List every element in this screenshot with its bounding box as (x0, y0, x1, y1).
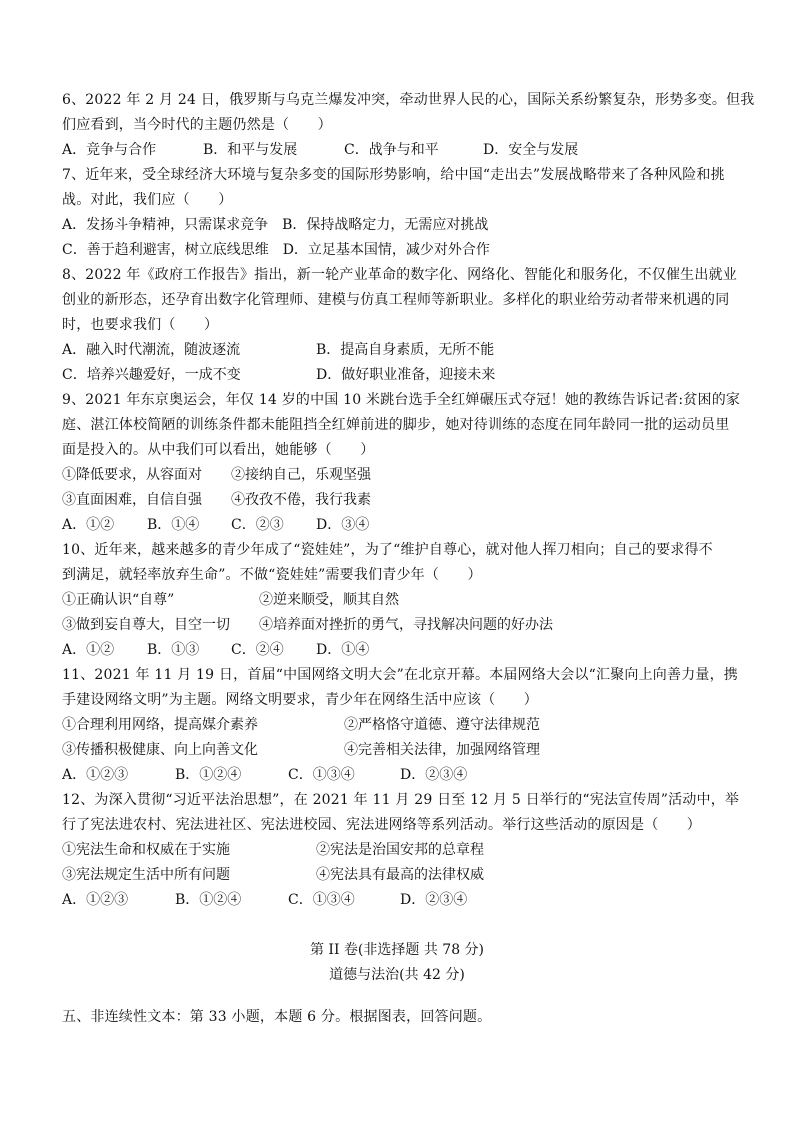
q12-stem-line1: 12、为深入贯彻“习近平法治思想”，在 2021 年 11 月 29 日至 12 月 5 日举行的“宪法宣传周”活动中，举 (62, 792, 740, 808)
q12-statement-2: ②宪法是治国安邦的总章程 (316, 842, 484, 858)
q6-stem-line2: 们应看到，当今时代的主题仍然是（ ） (62, 117, 332, 133)
q7-options-row2: C．善于趋利避害，树立底线思维 D．立足基本国情，减少对外合作 (62, 242, 490, 258)
q10-statement-3: ③做到妄自尊大，目空一切 (62, 617, 230, 633)
q11-statement-1: ①合理利用网络，提高媒介素养 (62, 717, 258, 733)
q8-stem-line3: 时，也要求我们（ ） (62, 317, 219, 333)
q9-option-b: B．①④ (147, 517, 200, 533)
q11-statement-2: ②严格恪守道德、遵守法律规范 (344, 717, 540, 733)
q10-option-b: B．①③ (147, 642, 200, 658)
q10-statement-1: ①正确认识“自尊” (62, 592, 175, 608)
q12-stem-line2: 行了宪法进农村、宪法进社区、宪法进校园、宪法进网络等系列活动。举行这些活动的原因是（ ） (62, 817, 701, 833)
q9-statement-1: ①降低要求，从容面对 (62, 467, 202, 483)
q11-stem-line2: 手建设网络文明”为主题。网络文明要求，青少年在网络生活中应该（ ） (62, 692, 538, 708)
q10-statement-4: ④培养面对挫折的勇气，寻找解决问题的好办法 (259, 617, 553, 633)
part5-instruction: 五、非连续性文本：第 33 小题，本题 6 分。根据图表，回答问题。 (62, 1009, 492, 1025)
q12-statement-3: ③宪法规定生活中所有问题 (62, 867, 230, 883)
q12-statement-4: ④宪法具有最高的法律权威 (316, 867, 484, 883)
q12-option-d: D．②③④ (400, 892, 468, 908)
q9-statement-2: ②接纳自己，乐观坚强 (231, 467, 371, 483)
q8-stem-line2: 创业的新形态，还孕育出数字化管理师、建模与仿真工程师等新职业。多样化的职业给劳动者带来机遇的同 (62, 292, 730, 308)
q10-option-c: C．②④ (231, 642, 284, 658)
q9-stem-line3: 面是投入的。从中我们可以看出，她能够（ ） (62, 442, 375, 458)
q11-option-b: B．①②④ (175, 767, 242, 783)
q12-option-a: A．①②③ (62, 892, 129, 908)
q11-statement-4: ④完善相关法律，加强网络管理 (344, 742, 540, 758)
q9-statement-4: ④孜孜不倦，我行我素 (231, 492, 371, 508)
q7-stem-line2: 战。对此，我们应（ ） (62, 192, 233, 208)
q12-statement-1: ①宪法生命和权威在于实施 (62, 842, 230, 858)
q12-option-c: C．①③④ (288, 892, 355, 908)
q6-option-b: B．和平与发展 (203, 142, 298, 158)
q11-stem-line1: 11、2021 年 11 月 19 日，首届“中国网络文明大会”在北京开幕。本届网络大会以“汇聚向上向善力量，携 (62, 667, 738, 683)
q7-options-row1: A．发扬斗争精神，只需谋求竞争 B．保持战略定力，无需应对挑战 (62, 217, 489, 233)
q10-statement-2: ②逆来顺受，顺其自然 (259, 592, 399, 608)
q11-option-c: C．①③④ (288, 767, 355, 783)
q12-option-b: B．①②④ (175, 892, 242, 908)
q10-stem-line2: 到满足，就轻率放弃生命”。不做“瓷娃娃”需要我们青少年（ ） (62, 567, 482, 583)
q6-stem-line1: 6、2022 年 2 月 24 日，俄罗斯与乌克兰爆发冲突，牵动世界人民的心，国际关系纷繁复杂，形势多变。但我 (62, 92, 755, 108)
q10-option-d: D．①④ (316, 642, 370, 658)
q9-statement-3: ③直面困难，自信自强 (62, 492, 202, 508)
q10-stem-line1: 10、近年来，越来越多的青少年成了“瓷娃娃”，为了“维护自尊心，就对他人挥刀相向；自己的要求得不 (62, 542, 713, 558)
section-subtitle: 道德与法治(共 42 分) (329, 967, 465, 983)
q11-option-a: A．①②③ (62, 767, 129, 783)
q6-option-c: C．战争与和平 (344, 142, 439, 158)
q9-option-c: C．②③ (231, 517, 284, 533)
q6-option-a: A．竞争与合作 (62, 142, 157, 158)
q9-option-a: A．①② (62, 517, 115, 533)
q11-statement-3: ③传播积极健康、向上向善文化 (62, 742, 258, 758)
q9-option-d: D．③④ (316, 517, 370, 533)
q8-option-d: D．做好职业准备，迎接未来 (316, 367, 496, 383)
q8-option-a: A．融入时代潮流，随波逐流 (62, 342, 241, 358)
q8-stem-line1: 8、2022 年《政府工作报告》指出，新一轮产业革命的数字化、网络化、智能化和服务化，不仅催生出就业 (62, 267, 737, 283)
q9-stem-line2: 庭、湛江体校简陋的训练条件都未能阻挡全红婵前进的脚步，她对待训练的态度在同年龄同一批的运动员里 (62, 417, 730, 433)
q11-option-d: D．②③④ (400, 767, 468, 783)
q9-stem-line1: 9、2021 年东京奥运会，年仅 14 岁的中国 10 米跳台选手全红婵碾压式夺冠！她的教练告诉记者:贫困的家 (62, 392, 741, 408)
q6-option-d: D．安全与发展 (483, 142, 579, 158)
section-title: 第 II 卷(非选择题 共 78 分) (309, 942, 485, 958)
q8-option-c: C．培养兴趣爱好，一成不变 (62, 367, 241, 383)
q8-option-b: B．提高自身素质，无所不能 (316, 342, 495, 358)
q10-option-a: A．①② (62, 642, 115, 658)
q7-stem-line1: 7、近年来，受全球经济大环境与复杂多变的国际形势影响，给中国“走出去”发展战略带来了各种风险和挑 (62, 167, 725, 183)
